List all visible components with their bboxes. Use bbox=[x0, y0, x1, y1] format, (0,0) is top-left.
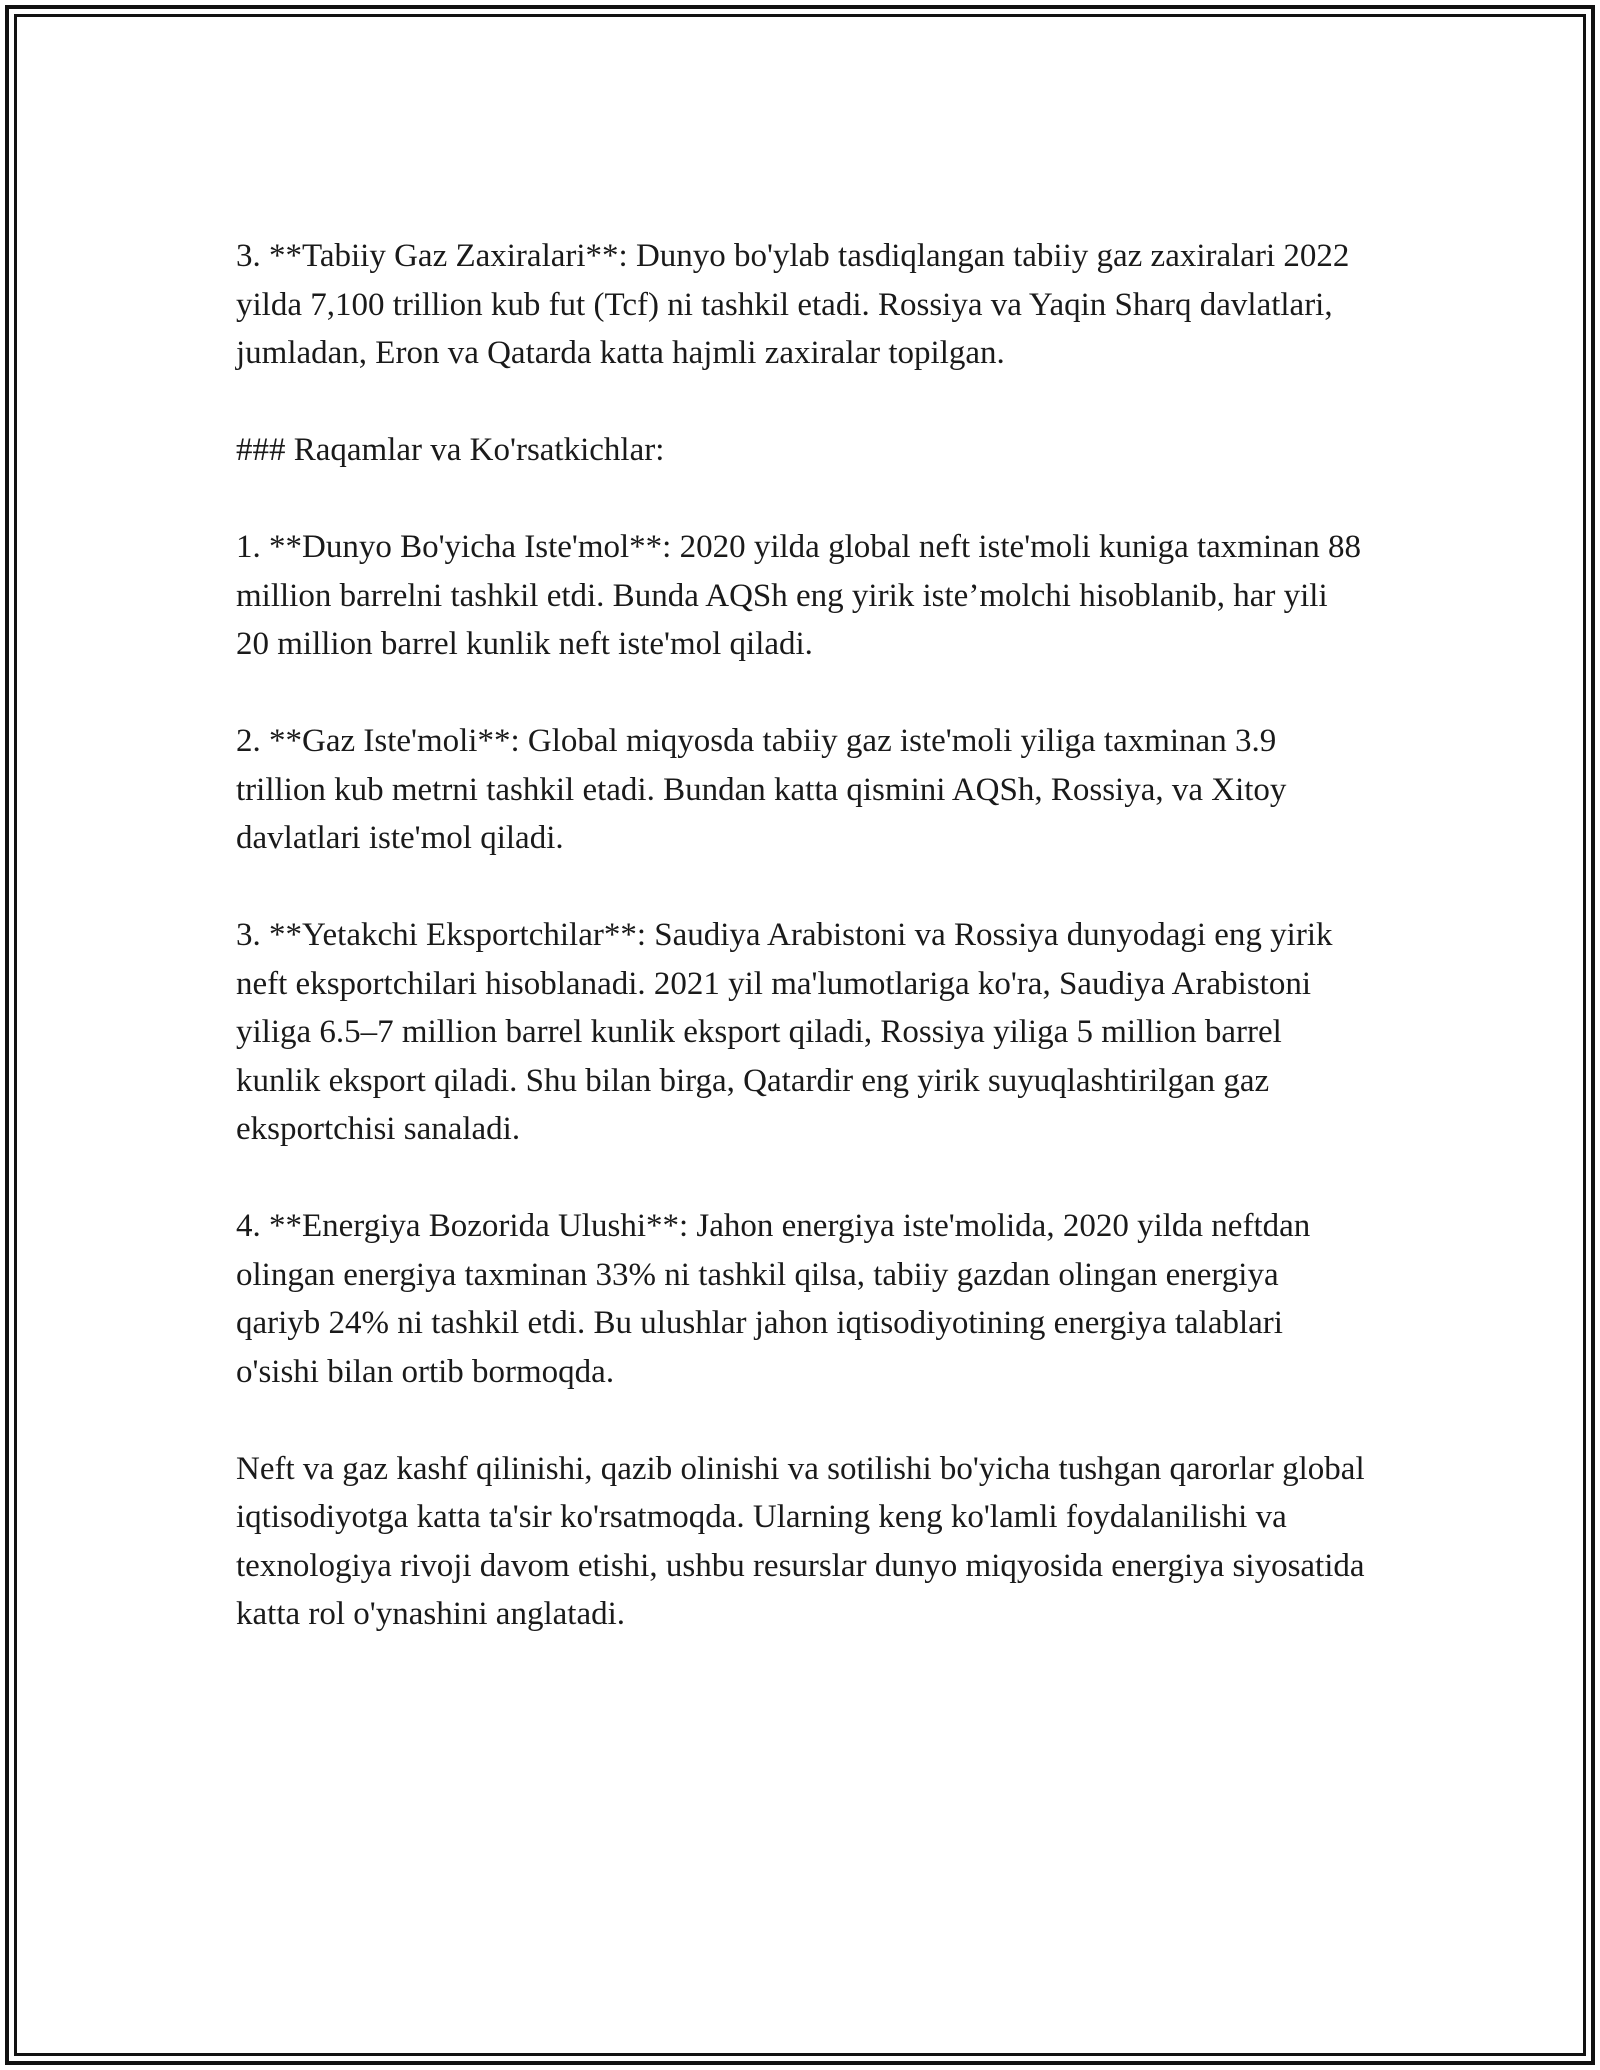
paragraph-world-consumption: 1. **Dunyo Bo'yicha Iste'mol**: 2020 yilda global neft iste'moli kuniga taxminan 88 million barrelni tashkil etdi. Bunda AQSh eng yirik iste’molchi hisoblanib, har yili 20 million barrel kunlik neft iste'mol qiladi. bbox=[236, 529, 1362, 662]
section-heading-figures: ### Raqamlar va Ko'rsatkichlar: bbox=[236, 432, 665, 468]
paragraph-leading-exporters: 3. **Yetakchi Eksportchilar**: Saudiya Arabistoni va Rossiya dunyodagi eng yirik neft eksportchilari hisoblanadi. 2021 yil ma'lumotlariga ko'ra, Saudiya Arabistoni yiliga 6.5–7 million barrel kunlik eksport qiladi, Rossiya yiliga 5 million barrel kunlik eksport qiladi. Shu bilan birga, Qatardir eng yirik suyuqlashtirilgan gaz eksportchisi sanaladi. bbox=[236, 917, 1333, 1147]
paragraph-energy-market-share: 4. **Energiya Bozorida Ulushi**: Jahon energiya iste'molida, 2020 yilda neftdan olingan energiya taxminan 33% ni tashkil qilsa, tabiiy gazdan olingan energiya qariyb 24% ni tashkil etdi. Bu ulushlar jahon iqtisodiyotining energiya talablari o'sishi bilan ortib bormoqda. bbox=[236, 1208, 1311, 1390]
paragraph-gas-consumption: 2. **Gaz Iste'moli**: Global miqyosda tabiiy gaz iste'moli yiliga taxminan 3.9 trillion kub metrni tashkil etadi. Bundan katta qismini AQSh, Rossiya, va Xitoy davlatlari iste'mol qiladi. bbox=[236, 723, 1287, 856]
document-body bbox=[236, 232, 1366, 1639]
paragraph-conclusion: Neft va gaz kashf qilinishi, qazib olinishi va sotilishi bo'yicha tushgan qarorlar global iqtisodiyotga katta ta'sir ko'rsatmoqda. Ularning keng ko'lamli foydalanilishi va texnologiya rivoji davom etishi, ushbu resurslar dunyo miqyosida energiya siyosatida katta rol o'ynashini anglatadi. bbox=[236, 1450, 1365, 1632]
paragraph-natural-gas-reserves: 3. **Tabiiy Gaz Zaxiralari**: Dunyo bo'ylab tasdiqlangan tabiiy gaz zaxiralari 2022 yilda 7,100 trillion kub fut (Tcf) ni tashkil etadi. Rossiya va Yaqin Sharq davlatlari, jumladan, Eron va Qatarda katta hajmli zaxiralar topilgan. bbox=[236, 238, 1350, 371]
